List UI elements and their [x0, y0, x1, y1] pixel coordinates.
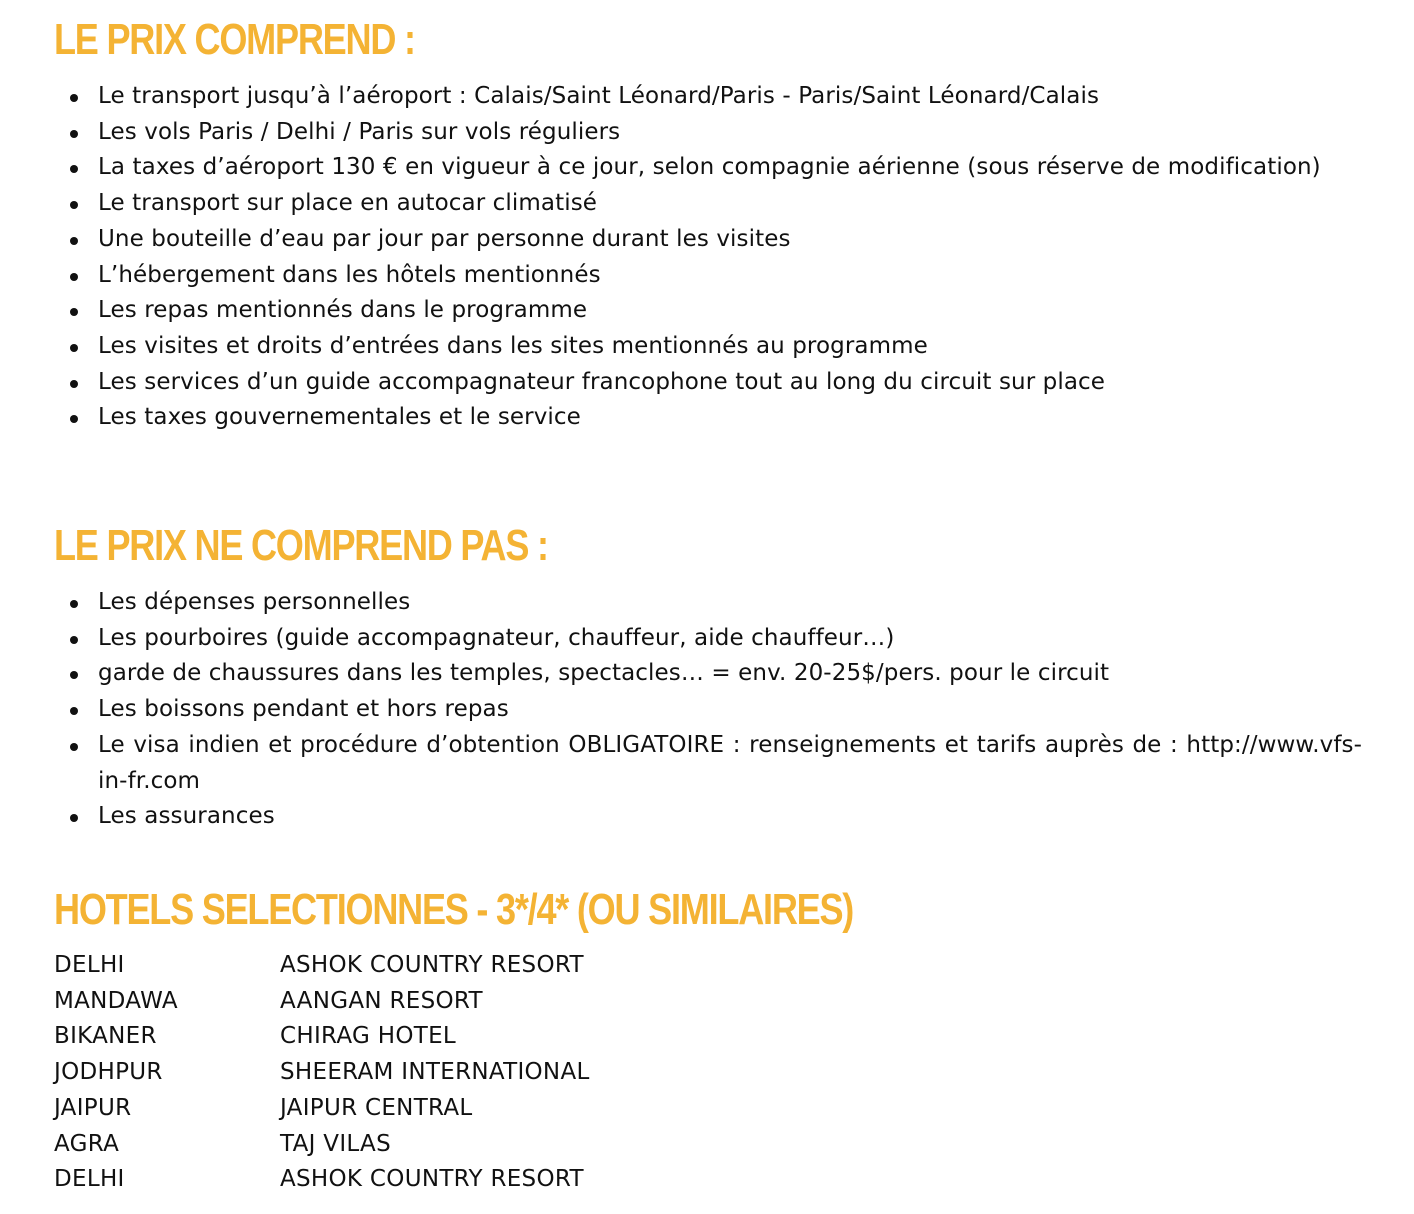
hotel-name: CHIRAG HOTEL	[280, 1023, 457, 1050]
table-row	[54, 1127, 590, 1163]
list-item: Une bouteille d’eau par jour par personne durant les visites	[54, 222, 1362, 258]
table-row	[54, 948, 590, 984]
list-item: Les boissons pendant et hors repas	[54, 692, 1362, 728]
hotel-city: DELHI	[54, 1166, 125, 1193]
list-item: Les assurances	[54, 799, 1362, 835]
list-item: Les services d’un guide accompagnateur francophone tout au long du circuit sur place	[54, 365, 1362, 401]
table-row	[54, 984, 590, 1020]
table-row	[54, 1091, 590, 1127]
list-item: Le transport sur place en autocar climatisé	[54, 186, 1362, 222]
hotel-city: MANDAWA	[54, 987, 178, 1014]
hotel-name: TAJ VILAS	[280, 1130, 391, 1157]
hotel-name: SHEERAM INTERNATIONAL	[280, 1059, 590, 1086]
list-item: L’hébergement dans les hôtels mentionnés	[54, 258, 1362, 294]
table-row	[54, 1019, 590, 1055]
table-row	[54, 1162, 590, 1198]
hotel-city: DELHI	[54, 952, 125, 978]
included-heading: LE PRIX COMPREND :	[54, 15, 415, 64]
hotel-name: ASHOK COUNTRY RESORT	[280, 1166, 584, 1193]
table-row	[54, 1055, 590, 1091]
included-list	[54, 79, 1362, 436]
list-item: Les dépenses personnelles	[54, 585, 1362, 621]
list-item: La taxes d’aéroport 130 € en vigueur à ce jour, selon compagnie aérienne (sous réserve de modification)	[54, 150, 1362, 186]
hotel-city: JAIPUR	[54, 1094, 132, 1121]
list-item: Les repas mentionnés dans le programme	[54, 293, 1362, 329]
list-item: garde de chaussures dans les temples, spectacles… = env. 20-25$/pers. pour le circuit	[54, 656, 1362, 692]
excluded-list	[54, 585, 1362, 835]
hotel-city: BIKANER	[54, 1023, 157, 1050]
list-item: Le visa indien et procédure d’obtention OBLIGATOIRE : renseignements et tarifs auprès de : http://www.vfs-in-fr.com	[54, 728, 1362, 799]
list-item: Les visites et droits d’entrées dans les sites mentionnés au programme	[54, 329, 1362, 365]
hotel-name: JAIPUR CENTRAL	[280, 1094, 473, 1121]
hotels-table	[54, 948, 590, 1198]
hotel-city: AGRA	[54, 1130, 120, 1157]
hotel-name: ASHOK COUNTRY RESORT	[280, 952, 584, 978]
hotels-heading: HOTELS SELECTIONNES - 3*/4* (OU SIMILAIRES)	[54, 885, 854, 934]
list-item: Les vols Paris / Delhi / Paris sur vols réguliers	[54, 115, 1362, 151]
hotel-name: AANGAN RESORT	[280, 987, 483, 1014]
list-item: Les taxes gouvernementales et le service	[54, 400, 1362, 436]
excluded-heading: LE PRIX NE COMPREND PAS :	[54, 521, 548, 570]
list-item: Les pourboires (guide accompagnateur, chauffeur, aide chauffeur…)	[54, 621, 1362, 657]
list-item: Le transport jusqu’à l’aéroport : Calais/Saint Léonard/Paris - Paris/Saint Léonard/Calais	[54, 79, 1362, 115]
hotel-city: JODHPUR	[54, 1059, 163, 1086]
